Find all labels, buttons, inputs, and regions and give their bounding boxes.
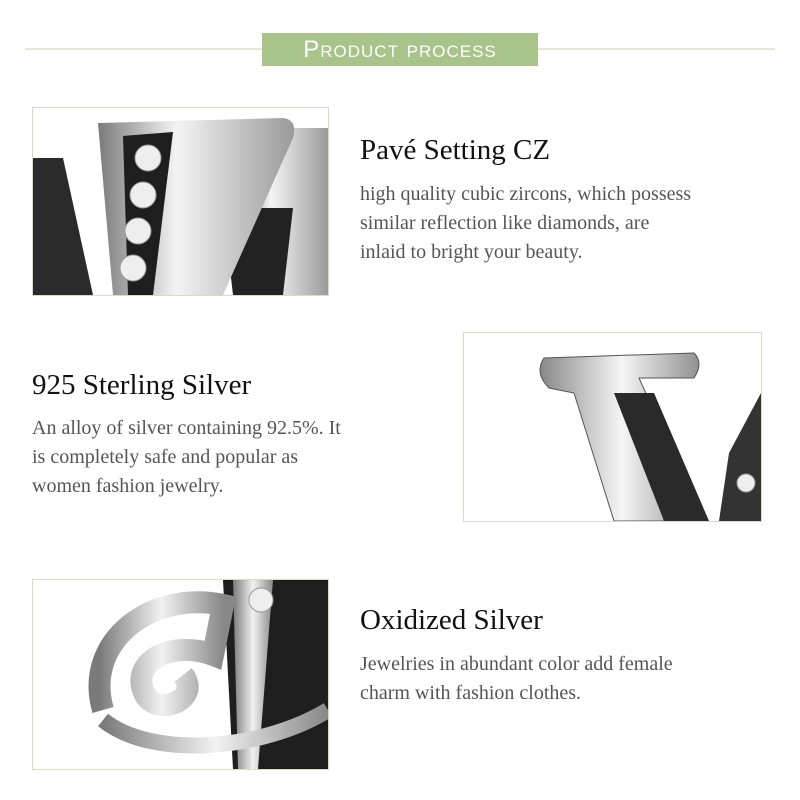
- feature-desc-sterling: [32, 414, 341, 501]
- desc-line: is completely safe and popular as: [32, 446, 299, 468]
- oxidized-silver-photo: [32, 579, 329, 770]
- pave-setting-photo: [32, 107, 329, 296]
- feature-desc-oxidized: [360, 650, 673, 708]
- desc-line: Jewelries in abundant color add female: [360, 653, 673, 675]
- sterling-silver-photo: [463, 332, 762, 522]
- desc-line: women fashion jewelry.: [32, 475, 224, 497]
- desc-line: high quality cubic zircons, which possess: [360, 183, 692, 205]
- feature-desc-pave: [360, 180, 691, 267]
- feature-title-sterling: 925 Sterling Silver: [32, 369, 252, 401]
- desc-line: similar reflection like diamonds, are: [360, 212, 650, 234]
- desc-line: inlaid to bright your beauty.: [360, 241, 583, 263]
- feature-title-pave: Pavé Setting CZ: [360, 134, 551, 166]
- section-banner: Product process: [262, 33, 538, 66]
- desc-line: charm with fashion clothes.: [360, 682, 582, 704]
- desc-line: An alloy of silver containing 92.5%. It: [32, 417, 341, 439]
- feature-title-oxidized: Oxidized Silver: [360, 604, 543, 636]
